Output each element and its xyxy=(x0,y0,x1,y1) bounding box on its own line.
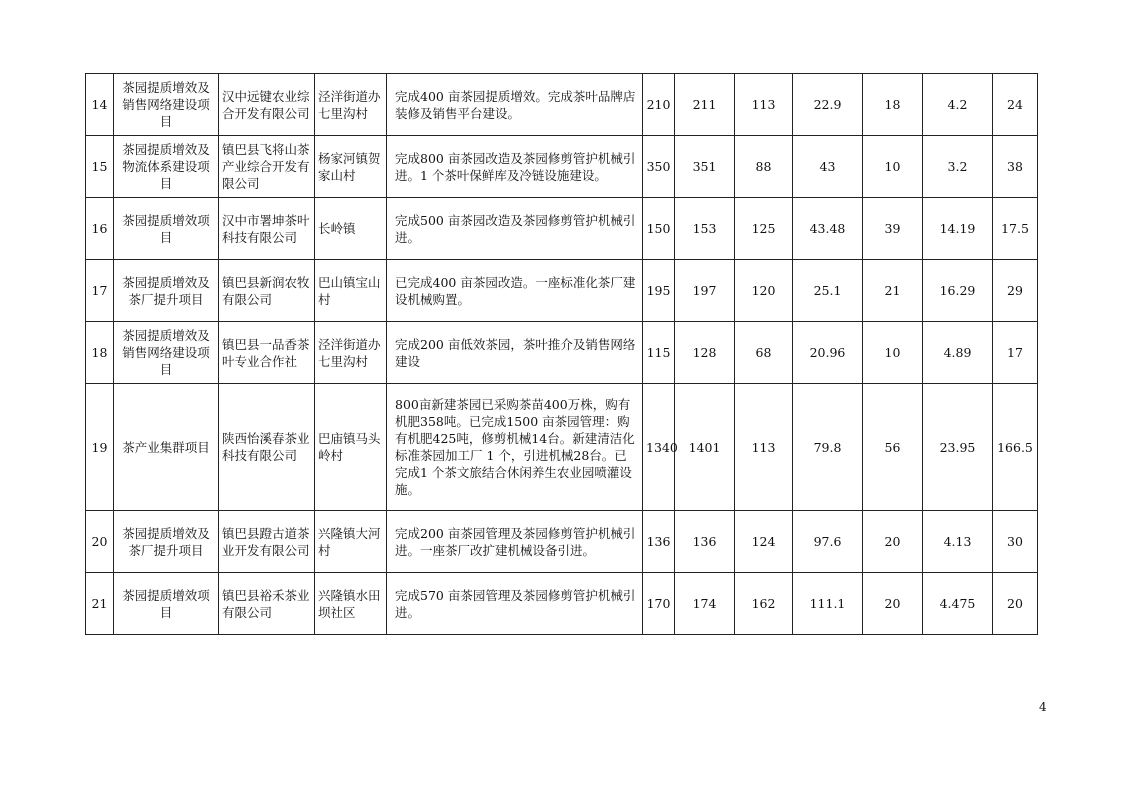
table-row xyxy=(86,198,1038,260)
value-cell-5: 21 xyxy=(863,260,923,322)
value-cell-4: 25.1 xyxy=(793,260,863,322)
value-cell-6: 4.89 xyxy=(923,322,993,384)
value-cell-6: 16.29 xyxy=(923,260,993,322)
value-cell-4: 79.8 xyxy=(793,384,863,511)
value-cell-2: 211 xyxy=(675,74,735,136)
value-cell-5: 20 xyxy=(863,511,923,573)
construction-content: 完成200 亩茶园管理及茶园修剪管护机械引进。一座茶厂改扩建机械设备引进。 xyxy=(387,511,643,573)
company-name: 镇巴县新润农牧有限公司 xyxy=(219,260,315,322)
project-name: 茶园提质增效及茶厂提升项目 xyxy=(114,260,219,322)
construction-content: 已完成400 亩茶园改造。一座标准化茶厂建设机械购置。 xyxy=(387,260,643,322)
value-cell-7: 30 xyxy=(993,511,1038,573)
project-name: 茶园提质增效及销售网络建设项目 xyxy=(114,74,219,136)
table-row xyxy=(86,322,1038,384)
value-cell-3: 113 xyxy=(735,384,793,511)
value-cell-6: 14.19 xyxy=(923,198,993,260)
project-location: 杨家河镇贺家山村 xyxy=(315,136,387,198)
project-location: 长岭镇 xyxy=(315,198,387,260)
value-cell-3: 120 xyxy=(735,260,793,322)
value-cell-7: 24 xyxy=(993,74,1038,136)
construction-content: 完成500 亩茶园改造及茶园修剪管护机械引进。 xyxy=(387,198,643,260)
company-name: 镇巴县蹬古道茶业开发有限公司 xyxy=(219,511,315,573)
table-row xyxy=(86,384,1038,511)
table-row xyxy=(86,260,1038,322)
table-row xyxy=(86,573,1038,635)
value-cell-3: 124 xyxy=(735,511,793,573)
company-name: 汉中远键农业综合开发有限公司 xyxy=(219,74,315,136)
value-cell-2: 128 xyxy=(675,322,735,384)
value-cell-7: 166.5 xyxy=(993,384,1038,511)
table-row xyxy=(86,74,1038,136)
project-name: 茶园提质增效及销售网络建设项目 xyxy=(114,322,219,384)
value-cell-3: 88 xyxy=(735,136,793,198)
value-cell-1: 136 xyxy=(643,511,675,573)
value-cell-7: 17 xyxy=(993,322,1038,384)
value-cell-2: 153 xyxy=(675,198,735,260)
row-number: 19 xyxy=(86,384,114,511)
value-cell-2: 136 xyxy=(675,511,735,573)
project-location: 兴隆镇大河村 xyxy=(315,511,387,573)
value-cell-3: 162 xyxy=(735,573,793,635)
value-cell-7: 38 xyxy=(993,136,1038,198)
value-cell-4: 43 xyxy=(793,136,863,198)
value-cell-1: 195 xyxy=(643,260,675,322)
value-cell-1: 1340 xyxy=(643,384,675,511)
row-number: 21 xyxy=(86,573,114,635)
company-name: 镇巴县裕禾茶业有限公司 xyxy=(219,573,315,635)
construction-content: 800亩新建茶园已采购茶苗400万株，购有机肥358吨。已完成1500 亩茶园管理：购有机肥425吨，修剪机械14台。新建清洁化标准茶园加工厂 1 个，引进机械28台。已完成1 个茶文旅结合休闲养生农业园喷灌设施。 xyxy=(387,384,643,511)
company-name: 镇巴县一品香茶叶专业合作社 xyxy=(219,322,315,384)
project-location: 泾洋街道办七里沟村 xyxy=(315,74,387,136)
page-number: 4 xyxy=(1039,700,1047,714)
construction-content: 完成800 亩茶园改造及茶园修剪管护机械引进。1 个茶叶保鲜库及冷链设施建设。 xyxy=(387,136,643,198)
value-cell-6: 4.2 xyxy=(923,74,993,136)
construction-content: 完成400 亩茶园提质增效。完成茶叶品牌店装修及销售平台建设。 xyxy=(387,74,643,136)
company-name: 汉中市署坤茶叶科技有限公司 xyxy=(219,198,315,260)
value-cell-2: 174 xyxy=(675,573,735,635)
value-cell-3: 125 xyxy=(735,198,793,260)
value-cell-4: 20.96 xyxy=(793,322,863,384)
row-number: 18 xyxy=(86,322,114,384)
construction-content: 完成570 亩茶园管理及茶园修剪管护机械引进。 xyxy=(387,573,643,635)
project-location: 兴隆镇水田坝社区 xyxy=(315,573,387,635)
project-name: 茶园提质增效及物流体系建设项目 xyxy=(114,136,219,198)
project-location: 巴庙镇马头岭村 xyxy=(315,384,387,511)
value-cell-2: 351 xyxy=(675,136,735,198)
value-cell-4: 111.1 xyxy=(793,573,863,635)
value-cell-6: 4.13 xyxy=(923,511,993,573)
value-cell-1: 150 xyxy=(643,198,675,260)
value-cell-6: 3.2 xyxy=(923,136,993,198)
value-cell-4: 97.6 xyxy=(793,511,863,573)
value-cell-1: 350 xyxy=(643,136,675,198)
table-row xyxy=(86,511,1038,573)
value-cell-2: 197 xyxy=(675,260,735,322)
row-number: 17 xyxy=(86,260,114,322)
value-cell-5: 20 xyxy=(863,573,923,635)
value-cell-4: 43.48 xyxy=(793,198,863,260)
project-table xyxy=(85,73,1038,635)
value-cell-7: 20 xyxy=(993,573,1038,635)
project-name: 茶园提质增效项目 xyxy=(114,573,219,635)
value-cell-5: 56 xyxy=(863,384,923,511)
row-number: 14 xyxy=(86,74,114,136)
row-number: 20 xyxy=(86,511,114,573)
project-location: 巴山镇宝山村 xyxy=(315,260,387,322)
row-number: 16 xyxy=(86,198,114,260)
value-cell-5: 39 xyxy=(863,198,923,260)
value-cell-4: 22.9 xyxy=(793,74,863,136)
project-location: 泾洋街道办七里沟村 xyxy=(315,322,387,384)
project-name: 茶园提质增效及茶厂提升项目 xyxy=(114,511,219,573)
value-cell-7: 29 xyxy=(993,260,1038,322)
value-cell-6: 23.95 xyxy=(923,384,993,511)
value-cell-5: 18 xyxy=(863,74,923,136)
construction-content: 完成200 亩低效茶园，茶叶推介及销售网络建设 xyxy=(387,322,643,384)
value-cell-1: 210 xyxy=(643,74,675,136)
value-cell-3: 68 xyxy=(735,322,793,384)
row-number: 15 xyxy=(86,136,114,198)
value-cell-5: 10 xyxy=(863,136,923,198)
value-cell-7: 17.5 xyxy=(993,198,1038,260)
table-body xyxy=(86,74,1038,635)
value-cell-2: 1401 xyxy=(675,384,735,511)
value-cell-1: 115 xyxy=(643,322,675,384)
value-cell-3: 113 xyxy=(735,74,793,136)
project-name: 茶园提质增效项目 xyxy=(114,198,219,260)
value-cell-6: 4.475 xyxy=(923,573,993,635)
company-name: 镇巴县飞将山茶产业综合开发有限公司 xyxy=(219,136,315,198)
project-name: 茶产业集群项目 xyxy=(114,384,219,511)
value-cell-1: 170 xyxy=(643,573,675,635)
value-cell-5: 10 xyxy=(863,322,923,384)
company-name: 陕西怡溪春茶业科技有限公司 xyxy=(219,384,315,511)
table-row xyxy=(86,136,1038,198)
